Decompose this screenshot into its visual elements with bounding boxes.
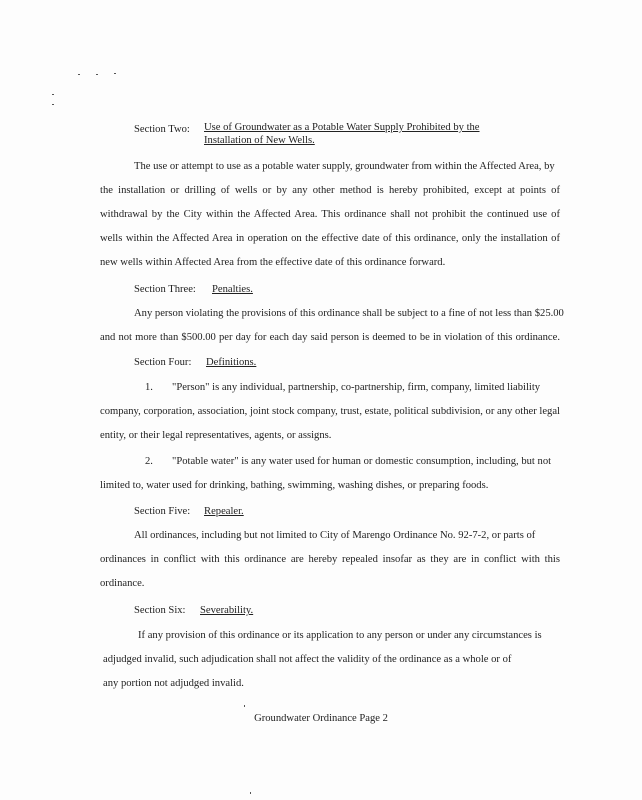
section-two-title-cont: Installation of New Wells. bbox=[204, 135, 315, 146]
scan-speck bbox=[52, 104, 54, 105]
definition-text: company, corporation, association, joint stock company, trust, estate, political subdivision, or any other legal bbox=[100, 406, 560, 417]
section-four-heading: Section Four: bbox=[134, 357, 192, 368]
section-two-text: The use or attempt to use as a potable water supply, groundwater from within the Affected Area, by bbox=[134, 161, 555, 172]
section-five-text: All ordinances, including but not limited to City of Marengo Ordinance No. 92-7-2, or parts of bbox=[134, 530, 536, 541]
definition-text: "Person" is any individual, partnership, co-partnership, firm, company, limited liability bbox=[172, 382, 541, 393]
definition-text: limited to, water used for drinking, bathing, swimming, washing dishes, or preparing foods. bbox=[100, 480, 489, 491]
section-three-heading: Section Three: bbox=[134, 284, 196, 295]
scan-speck bbox=[52, 94, 54, 95]
definition-text: "Potable water" is any water used for human or domestic consumption, including, but not bbox=[172, 456, 552, 467]
section-five-title: Repealer. bbox=[204, 506, 244, 517]
scan-speck bbox=[114, 73, 116, 74]
section-two-title: Use of Groundwater as a Potable Water Supply Prohibited by the bbox=[204, 122, 480, 133]
section-four-title: Definitions. bbox=[206, 357, 257, 368]
section-two-text: the installation or drilling of wells or by any other method is hereby prohibited, except at points of bbox=[100, 185, 560, 196]
definition-number: 2. bbox=[145, 456, 153, 467]
definition-text: entity, or their legal representatives, agents, or assigns. bbox=[100, 430, 332, 441]
section-three-text: and not more than $500.00 per day for each day said person is deemed to be in violation of this ordinance. bbox=[100, 332, 560, 343]
definition-number: 1. bbox=[145, 382, 153, 393]
section-three-text: Any person violating the provisions of this ordinance shall be subject to a fine of not less than $25.00 bbox=[134, 308, 564, 319]
section-six-title: Severability. bbox=[200, 605, 254, 616]
section-two-text: new wells within Affected Area from the effective date of this ordinance forward. bbox=[100, 257, 446, 268]
scan-speck bbox=[78, 74, 80, 75]
scan-speck bbox=[250, 792, 251, 794]
section-six-text: any portion not adjudged invalid. bbox=[103, 678, 244, 689]
section-three-title: Penalties. bbox=[212, 284, 253, 295]
page-footer: Groundwater Ordinance Page 2 bbox=[254, 713, 388, 724]
scan-speck bbox=[244, 705, 245, 707]
section-five-text: ordinances in conflict with this ordinance are hereby repealed insofar as they are in conflict with this bbox=[100, 554, 560, 565]
section-six-heading: Section Six: bbox=[134, 605, 186, 616]
scan-speck bbox=[96, 74, 98, 75]
section-six-text: adjudged invalid, such adjudication shall not affect the validity of the ordinance as a whole or of bbox=[103, 654, 512, 665]
section-two-text: wells within the Affected Area in operation on the effective date of this ordinance, only the installation of bbox=[100, 233, 560, 244]
section-five-heading: Section Five: bbox=[134, 506, 191, 517]
section-two-text: withdrawal by the City within the Affected Area. This ordinance shall not prohibit the continued use of bbox=[100, 209, 560, 220]
section-two-heading: Section Two: bbox=[134, 124, 190, 135]
section-six-text: If any provision of this ordinance or its application to any person or under any circumstances is bbox=[138, 630, 542, 641]
section-five-text: ordinance. bbox=[100, 578, 145, 589]
